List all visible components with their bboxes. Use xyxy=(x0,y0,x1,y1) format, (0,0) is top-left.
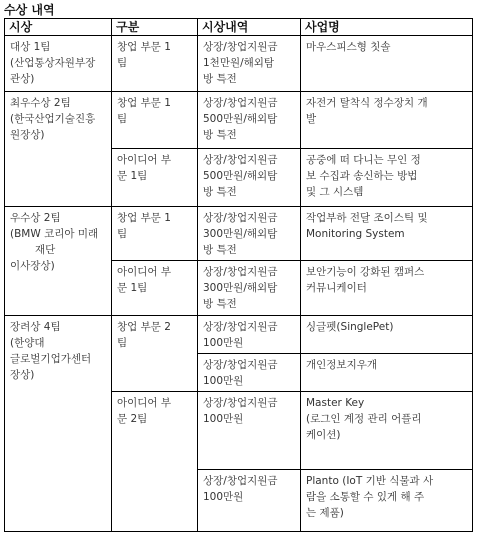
award-cell xyxy=(5,92,112,207)
award-line: (BMW 코리아 미래 xyxy=(10,228,99,240)
prize-line: 방 특전 xyxy=(203,73,237,85)
category-line: 팀 xyxy=(117,113,128,125)
project-line: Planto (IoT 기반 식물과 사 xyxy=(306,475,434,487)
category-cell xyxy=(112,261,198,316)
award-cell xyxy=(5,36,112,92)
category-line: 창업 부문 2 xyxy=(117,321,171,333)
project-cell xyxy=(301,392,473,470)
prize-line: 상장/창업지원금 xyxy=(203,41,278,53)
prize-line: 100만원 xyxy=(203,413,244,425)
award-line: 관상) xyxy=(10,73,35,85)
category-line: 아이디어 부 xyxy=(117,397,172,409)
prize-line: 100만원 xyxy=(203,491,244,503)
header-category: 구분 xyxy=(112,19,198,36)
project-line: 람을 소통할 수 있게 해 주 xyxy=(306,491,425,503)
prize-line: 상장/창업지원금 xyxy=(203,266,278,278)
prize-line: 1천만원/해외탐 xyxy=(203,57,275,69)
prize-line: 100만원 xyxy=(203,375,244,387)
prize-line: 상장/창업지원금 xyxy=(203,397,278,409)
project-line: 커뮤니케이터 xyxy=(306,282,367,294)
category-line: 팀 xyxy=(117,57,128,69)
prize-cell xyxy=(198,92,301,149)
award-line: 우수상 2팀 xyxy=(10,212,61,224)
prize-line: 방 특전 xyxy=(203,298,237,310)
project-line: 보 수집과 송신하는 방법 xyxy=(306,170,418,182)
award-cell xyxy=(5,207,112,316)
prize-line: 상장/창업지원금 xyxy=(203,475,278,487)
category-line: 창업 부문 1 xyxy=(117,41,171,53)
prize-line: 상장/창업지원금 xyxy=(203,321,278,333)
prize-line: 300만원/해외탐 xyxy=(203,228,278,240)
category-cell xyxy=(112,392,198,532)
project-line: 마우스피스형 칫솔 xyxy=(306,41,391,53)
award-line: (산업통상자원부장 xyxy=(10,57,96,69)
category-line: 팀 xyxy=(117,337,128,349)
award-line: 최우수상 2팀 xyxy=(10,97,71,109)
table-row xyxy=(5,207,473,261)
project-cell xyxy=(301,354,473,392)
project-cell xyxy=(301,261,473,316)
prize-cell xyxy=(198,207,301,261)
award-line: 장상) xyxy=(10,369,35,381)
header-project: 사업명 xyxy=(301,19,473,36)
prize-line: 방 특전 xyxy=(203,186,237,198)
project-cell xyxy=(301,470,473,532)
category-cell xyxy=(112,207,198,261)
prize-cell xyxy=(198,392,301,470)
award-line: (한국산업기술진흥 xyxy=(10,113,96,125)
prize-cell xyxy=(198,316,301,354)
project-line: 공중에 떠 다니는 무인 정 xyxy=(306,154,421,166)
category-line: 문 1팀 xyxy=(117,282,148,294)
table-row xyxy=(5,36,473,92)
prize-line: 상장/창업지원금 xyxy=(203,359,278,371)
project-line: 싱글펫(SinglePet) xyxy=(306,321,394,333)
awards-table xyxy=(4,18,473,532)
prize-cell xyxy=(198,470,301,532)
prize-line: 300만원/해외탐 xyxy=(203,282,278,294)
award-line: 원장상) xyxy=(10,129,45,141)
project-cell xyxy=(301,92,473,149)
project-line: Master Key xyxy=(306,397,365,409)
header-award: 시상 xyxy=(5,19,112,36)
project-line: Monitoring System xyxy=(306,228,405,240)
award-line: 이사장상) xyxy=(10,260,55,272)
category-cell xyxy=(112,149,198,207)
prize-line: 방 특전 xyxy=(203,244,237,256)
project-line: 자전거 탈착식 정수장치 개 xyxy=(306,97,428,109)
project-line: 및 그 시스템 xyxy=(306,186,364,198)
prize-line: 방 특전 xyxy=(203,129,237,141)
project-line: 는 제품) xyxy=(306,507,344,519)
award-line: 장려상 4팀 xyxy=(10,321,61,333)
prize-line: 500만원/해외탐 xyxy=(203,170,278,182)
prize-line: 상장/창업지원금 xyxy=(203,212,278,224)
project-line: 발 xyxy=(306,113,317,125)
category-cell xyxy=(112,36,198,92)
category-line: 문 1팀 xyxy=(117,170,148,182)
prize-cell xyxy=(198,36,301,92)
category-cell xyxy=(112,92,198,149)
category-cell xyxy=(112,316,198,392)
table-row xyxy=(5,316,473,354)
award-line: 대상 1팀 xyxy=(10,41,51,53)
project-line: 개인정보지우개 xyxy=(306,359,378,371)
award-line: 글로벌기업가센터 xyxy=(10,353,92,365)
table-row xyxy=(5,92,473,149)
project-cell xyxy=(301,36,473,92)
prize-line: 500만원/해외탐 xyxy=(203,113,278,125)
table-header-row xyxy=(5,19,473,36)
prize-cell xyxy=(198,149,301,207)
award-line: 재단 xyxy=(35,244,56,256)
project-cell xyxy=(301,207,473,261)
project-cell xyxy=(301,316,473,354)
prize-line: 상장/창업지원금 xyxy=(203,97,278,109)
document-title: 수상 내역 xyxy=(4,3,55,17)
prize-line: 상장/창업지원금 xyxy=(203,154,278,166)
project-cell xyxy=(301,149,473,207)
award-cell xyxy=(5,316,112,532)
prize-cell xyxy=(198,261,301,316)
prize-line: 100만원 xyxy=(203,337,244,349)
project-line: (로그인 계정 관리 어플리 xyxy=(306,413,422,425)
category-line: 창업 부문 1 xyxy=(117,97,171,109)
project-line: 케이션) xyxy=(306,429,341,441)
project-line: 보안기능이 강화된 캠퍼스 xyxy=(306,266,425,278)
project-line: 작업부하 전달 조이스틱 및 xyxy=(306,212,428,224)
category-line: 팀 xyxy=(117,228,128,240)
category-line: 문 2팀 xyxy=(117,413,148,425)
category-line: 아이디어 부 xyxy=(117,266,172,278)
header-prize: 시상내역 xyxy=(198,19,301,36)
award-line: (한양대 xyxy=(10,337,45,349)
category-line: 창업 부문 1 xyxy=(117,212,171,224)
prize-cell xyxy=(198,354,301,392)
category-line: 아이디어 부 xyxy=(117,154,172,166)
